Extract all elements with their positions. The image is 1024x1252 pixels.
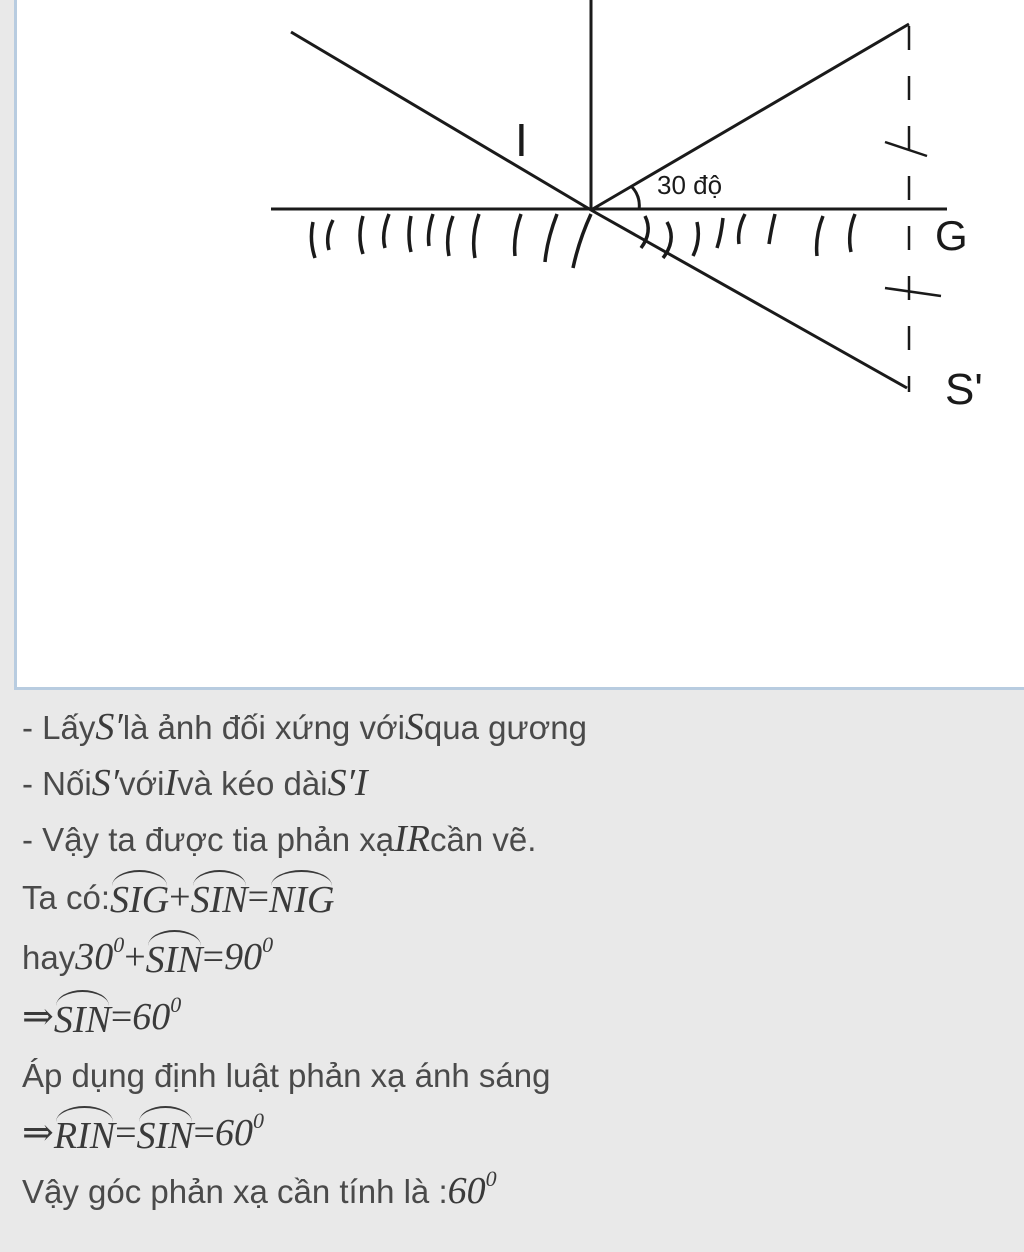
diagram-panel [14,0,1024,690]
step-line-8 [22,1104,1012,1164]
value-30-deg: $30^0$ [75,931,125,979]
math-s: S [404,706,424,749]
equals-sign: = [193,1112,215,1155]
angle-sin: SIN [191,872,248,924]
text: với [119,765,165,803]
equal-tick-mark-bottom [885,288,941,296]
angle-nig: NIG [269,872,334,924]
math-ir: IR [394,818,430,861]
text: hay [22,939,76,977]
reflection-diagram [17,0,1024,687]
text: cần vẽ. [429,821,537,859]
plus-sign: + [169,876,191,919]
angle-label: 30 độ [657,170,723,200]
image-ray [591,210,907,388]
step-line-2 [22,756,1012,812]
text: là ảnh đối xứng với [122,709,405,747]
mirror-label-g: G [935,212,968,259]
equals-sign: = [202,936,225,979]
math-i: I [164,762,178,805]
step-line-4 [22,868,1012,928]
angle-sin: SIN [137,1108,194,1160]
step-line-1 [22,700,1012,756]
implies-arrow: ⇒ [22,996,54,1039]
value-60-deg: $60^0$ [214,1107,264,1155]
value-60-deg: $60^0$ [132,991,182,1039]
angle-sig: SIG [110,872,169,924]
equals-sign: = [115,1112,137,1155]
text: - Vậy ta được tia phản xạ [22,821,395,859]
value-60-deg: $60^0$ [447,1165,497,1213]
step-line-5 [22,928,1012,988]
text: Vậy góc phản xạ cần tính là : [22,1173,448,1211]
step-line-6 [22,988,1012,1048]
step-line-7 [22,1048,1012,1104]
incident-ray [291,32,591,210]
angle-sin: SIN [54,992,111,1044]
math-s-prime: S′ [95,706,123,749]
text: - Nối [22,765,92,803]
solution-text [22,700,1012,1220]
angle-rin: RIN [54,1108,115,1160]
step-line-3 [22,812,1012,868]
mirror-hatching [311,214,855,268]
equal-tick-mark-top [885,142,927,156]
math-s-prime-i: S′I [327,762,368,805]
text: qua gương [423,709,587,747]
angle-arc [631,186,639,210]
math-s-prime: S′ [91,762,119,805]
step-line-9 [22,1164,1012,1220]
equals-sign: = [110,996,133,1039]
text: Ta có: [22,879,111,917]
image-label-s-prime: S' [945,365,983,414]
equals-sign: = [247,876,270,919]
angle-sin: SIN [146,932,203,984]
text: - Lấy [22,709,96,747]
text: và kéo dài [177,765,328,803]
point-label-i: I [515,114,528,166]
value-90-deg: $90^0$ [224,931,274,979]
text: Áp dụng định luật phản xạ ánh sáng [22,1057,551,1095]
implies-arrow: ⇒ [22,1112,54,1155]
plus-sign: + [124,936,146,979]
reflected-ray [591,24,909,210]
